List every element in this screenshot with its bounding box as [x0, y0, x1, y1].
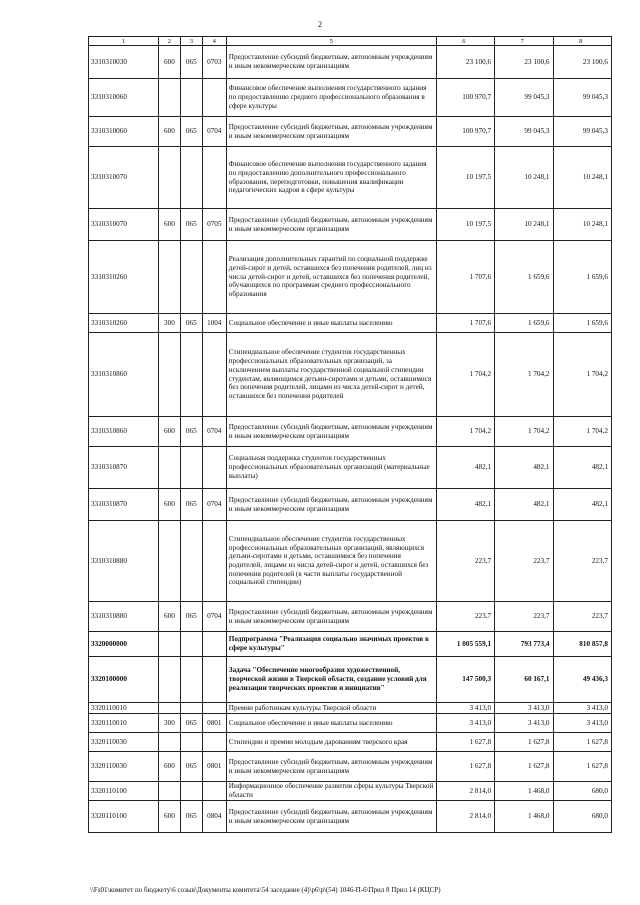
table-row — [89, 703, 612, 714]
cell-col3: 065 — [180, 417, 202, 447]
cell-name: Стипендии и премии молодым дарованиям тверского края — [226, 733, 436, 752]
cell-value-8: 10 248,1 — [553, 209, 612, 241]
cell-col4: 0801 — [202, 752, 226, 782]
table-row — [89, 489, 612, 521]
table-row — [89, 314, 612, 333]
cell-col4: 0705 — [202, 209, 226, 241]
cell-col4 — [202, 733, 226, 752]
cell-name: Предоставление субсидий бюджетным, автономным учреждениям и иным некоммерческим организациям — [226, 417, 436, 447]
cell-code: 3310310260 — [89, 241, 159, 314]
table-row — [89, 46, 612, 79]
cell-value-7: 3 413,0 — [495, 714, 553, 733]
cell-value-6: 10 197,5 — [436, 209, 494, 241]
cell-value-8: 3 413,0 — [553, 703, 612, 714]
cell-value-7: 60 167,1 — [495, 657, 553, 703]
cell-value-7: 482,1 — [495, 489, 553, 521]
column-header: 2 — [158, 37, 180, 46]
cell-col2 — [158, 632, 180, 657]
cell-col2: 300 — [158, 314, 180, 333]
cell-value-7: 223,7 — [495, 602, 553, 632]
cell-col3: 065 — [180, 714, 202, 733]
cell-code: 3320110010 — [89, 703, 159, 714]
cell-code: 3320110100 — [89, 782, 159, 801]
cell-value-8: 10 248,1 — [553, 147, 612, 209]
cell-value-7: 99 045,3 — [495, 79, 553, 117]
cell-value-7: 99 045,3 — [495, 117, 553, 147]
cell-name: Предоставление субсидий бюджетным, автономным учреждениям и иным некоммерческим организациям — [226, 801, 436, 833]
table-row — [89, 657, 612, 703]
cell-value-8: 1 627,8 — [553, 752, 612, 782]
header-row — [89, 37, 612, 46]
cell-value-6: 100 970,7 — [436, 117, 494, 147]
cell-value-8: 223,7 — [553, 521, 612, 602]
table-row — [89, 117, 612, 147]
cell-col2 — [158, 657, 180, 703]
table-row — [89, 209, 612, 241]
cell-value-7: 23 100,6 — [495, 46, 553, 79]
cell-col2: 300 — [158, 714, 180, 733]
cell-code: 3310310860 — [89, 417, 159, 447]
cell-col2: 600 — [158, 46, 180, 79]
cell-col3 — [180, 333, 202, 417]
cell-value-6: 223,7 — [436, 602, 494, 632]
cell-value-8: 223,7 — [553, 602, 612, 632]
cell-value-7: 482,1 — [495, 447, 553, 489]
cell-name: Премии работникам культуры Тверской области — [226, 703, 436, 714]
cell-col3 — [180, 782, 202, 801]
cell-value-7: 1 704,2 — [495, 417, 553, 447]
cell-col2 — [158, 521, 180, 602]
cell-value-7: 1 659,6 — [495, 241, 553, 314]
cell-col3 — [180, 521, 202, 602]
cell-col3 — [180, 657, 202, 703]
cell-col2 — [158, 782, 180, 801]
cell-col4 — [202, 782, 226, 801]
cell-value-8: 1 704,2 — [553, 417, 612, 447]
cell-value-7: 223,7 — [495, 521, 553, 602]
cell-value-7: 1 468,0 — [495, 782, 553, 801]
cell-name: Социальное обеспечение и иные выплаты населению — [226, 714, 436, 733]
file-path-footer: \\Fs01\комитет по бюджету\6 созыв\Документы комитета\54 заседание (4)\р6\р\(54) 1046-П-6\Прил 8 Прил 14 (КЦСР) — [90, 886, 441, 894]
cell-value-8: 99 045,3 — [553, 117, 612, 147]
cell-value-6: 100 970,7 — [436, 79, 494, 117]
cell-value-7: 1 627,8 — [495, 733, 553, 752]
cell-col4 — [202, 147, 226, 209]
cell-value-8: 680,0 — [553, 801, 612, 833]
cell-name: Информационное обеспечение развития сферы культуры Тверской области — [226, 782, 436, 801]
column-header: 7 — [495, 37, 553, 46]
column-header: 4 — [202, 37, 226, 46]
cell-name: Стипендиальное обеспечение студентов государственных профессиональных образовательных организаций, являющихся детьми-сиротами и детьми, оставшимися без попечения родителей, лицами из числа детей-сирот и детей, оставшихся без попечения родителей (в части выплаты государственной социальной стипендии) — [226, 521, 436, 602]
cell-col3: 065 — [180, 209, 202, 241]
cell-col2: 600 — [158, 801, 180, 833]
cell-value-6: 147 500,3 — [436, 657, 494, 703]
table-row — [89, 241, 612, 314]
cell-code: 3320100000 — [89, 657, 159, 703]
cell-col3: 065 — [180, 801, 202, 833]
cell-col2: 600 — [158, 489, 180, 521]
table-row — [89, 333, 612, 417]
cell-name: Предоставление субсидий бюджетным, автономным учреждениям и иным некоммерческим организациям — [226, 602, 436, 632]
cell-code: 3320110030 — [89, 752, 159, 782]
cell-value-6: 23 100,6 — [436, 46, 494, 79]
cell-value-6: 1 704,2 — [436, 333, 494, 417]
cell-value-6: 482,1 — [436, 489, 494, 521]
cell-col3 — [180, 632, 202, 657]
cell-col4 — [202, 79, 226, 117]
cell-code: 3310310060 — [89, 117, 159, 147]
cell-value-8: 23 100,6 — [553, 46, 612, 79]
cell-name: Социальное обеспечение и иные выплаты населению — [226, 314, 436, 333]
page-number: 2 — [318, 20, 322, 29]
cell-name: Социальная поддержка студентов государственных профессиональных образовательных организаций (материальные выплаты) — [226, 447, 436, 489]
cell-code: 3320110010 — [89, 714, 159, 733]
cell-code: 3310310870 — [89, 447, 159, 489]
cell-code: 3320110030 — [89, 733, 159, 752]
cell-name: Предоставление субсидий бюджетным, автономным учреждениям и иным некоммерческим организациям — [226, 117, 436, 147]
cell-name: Предоставление субсидий бюджетным, автономным учреждениям и иным некоммерческим организациям — [226, 752, 436, 782]
cell-col4: 0704 — [202, 117, 226, 147]
cell-value-6: 3 413,0 — [436, 703, 494, 714]
cell-value-8: 1 659,6 — [553, 314, 612, 333]
column-header: 5 — [226, 37, 436, 46]
cell-code: 3310310070 — [89, 147, 159, 209]
cell-name: Предоставление субсидий бюджетным, автономным учреждениям и иным некоммерческим организациям — [226, 209, 436, 241]
cell-col3 — [180, 447, 202, 489]
cell-col3 — [180, 147, 202, 209]
table-row — [89, 782, 612, 801]
column-header: 1 — [89, 37, 159, 46]
cell-value-8: 482,1 — [553, 489, 612, 521]
table-row — [89, 714, 612, 733]
cell-col2 — [158, 447, 180, 489]
cell-name: Реализация дополнительных гарантий по социальной поддержке детей-сирот и детей, оставшихся без попечения родителей, лиц из числа детей-сирот и детей, оставшихся без попечения родителей, обучающихся по программам среднего профессионального образования — [226, 241, 436, 314]
cell-value-8: 49 436,3 — [553, 657, 612, 703]
cell-col3 — [180, 241, 202, 314]
cell-name: Предоставление субсидий бюджетным, автономным учреждениям и иным некоммерческим организациям — [226, 46, 436, 79]
cell-col3 — [180, 703, 202, 714]
column-header: 8 — [553, 37, 612, 46]
column-header: 6 — [436, 37, 494, 46]
cell-value-7: 10 248,1 — [495, 209, 553, 241]
cell-value-8: 1 627,8 — [553, 733, 612, 752]
cell-col4 — [202, 333, 226, 417]
cell-value-8: 482,1 — [553, 447, 612, 489]
cell-value-8: 99 045,3 — [553, 79, 612, 117]
cell-code: 3310310880 — [89, 602, 159, 632]
cell-value-6: 3 413,0 — [436, 714, 494, 733]
cell-value-6: 1 707,6 — [436, 314, 494, 333]
cell-col4 — [202, 657, 226, 703]
cell-value-6: 1 005 559,1 — [436, 632, 494, 657]
cell-code: 3310310030 — [89, 46, 159, 79]
cell-col4: 0801 — [202, 714, 226, 733]
cell-code: 3310310070 — [89, 209, 159, 241]
table-row — [89, 147, 612, 209]
cell-value-8: 1 704,2 — [553, 333, 612, 417]
cell-col3: 065 — [180, 314, 202, 333]
cell-col4: 0804 — [202, 801, 226, 833]
cell-col4 — [202, 241, 226, 314]
cell-value-6: 1 627,8 — [436, 752, 494, 782]
table-row — [89, 417, 612, 447]
cell-value-8: 680,0 — [553, 782, 612, 801]
cell-col3: 065 — [180, 46, 202, 79]
cell-col4: 0704 — [202, 489, 226, 521]
cell-value-7: 1 468,0 — [495, 801, 553, 833]
table-row — [89, 752, 612, 782]
cell-name: Подпрограмма "Реализация социально значимых проектов в сфере культуры" — [226, 632, 436, 657]
cell-value-7: 1 659,6 — [495, 314, 553, 333]
cell-code: 3310310880 — [89, 521, 159, 602]
cell-col2 — [158, 733, 180, 752]
table-row — [89, 801, 612, 833]
table-row — [89, 632, 612, 657]
cell-value-6: 2 814,0 — [436, 801, 494, 833]
cell-col2: 600 — [158, 417, 180, 447]
cell-value-6: 1 627,8 — [436, 733, 494, 752]
cell-col4 — [202, 632, 226, 657]
cell-col2 — [158, 703, 180, 714]
cell-value-7: 1 704,2 — [495, 333, 553, 417]
cell-value-8: 810 857,8 — [553, 632, 612, 657]
cell-value-6: 1 704,2 — [436, 417, 494, 447]
cell-name: Задача "Обеспечение многообразия художественной, творческой жизни в Тверской области, создание условий для реализации творческих проектов и инициатив" — [226, 657, 436, 703]
cell-code: 3310310860 — [89, 333, 159, 417]
cell-col2 — [158, 79, 180, 117]
cell-col2 — [158, 241, 180, 314]
cell-col4 — [202, 447, 226, 489]
cell-col2: 600 — [158, 752, 180, 782]
cell-col4: 1004 — [202, 314, 226, 333]
cell-name: Финансовое обеспечение выполнения государственного задания по предоставлению дополнительного профессионального образования, переподготовки, повышения квалификации педагогических кадров в сфере культуры — [226, 147, 436, 209]
cell-col2 — [158, 333, 180, 417]
cell-value-8: 3 413,0 — [553, 714, 612, 733]
cell-value-6: 1 707,6 — [436, 241, 494, 314]
table-row — [89, 602, 612, 632]
budget-table — [88, 36, 612, 833]
cell-value-7: 10 248,1 — [495, 147, 553, 209]
column-header: 3 — [180, 37, 202, 46]
cell-value-7: 3 413,0 — [495, 703, 553, 714]
cell-value-6: 223,7 — [436, 521, 494, 602]
cell-col4: 0704 — [202, 602, 226, 632]
cell-name: Предоставление субсидий бюджетным, автономным учреждениям и иным некоммерческим организациям — [226, 489, 436, 521]
cell-col3: 065 — [180, 117, 202, 147]
cell-col2: 600 — [158, 117, 180, 147]
cell-value-8: 1 659,6 — [553, 241, 612, 314]
table-row — [89, 521, 612, 602]
cell-code: 3310310870 — [89, 489, 159, 521]
cell-name: Стипендиальное обеспечение студентов государственных профессиональных образовательных организаций, за исключением выплаты государственной социальной стипендии студентам, являющимся детьми-сиротами и детьми, оставшимися без попечения родителей, лицами из числа детей-сирот и детей, оставшихся без попечения родителей — [226, 333, 436, 417]
cell-value-6: 482,1 — [436, 447, 494, 489]
cell-col2: 600 — [158, 209, 180, 241]
table-row — [89, 733, 612, 752]
cell-code: 3310310260 — [89, 314, 159, 333]
cell-value-6: 10 197,5 — [436, 147, 494, 209]
cell-col3: 065 — [180, 489, 202, 521]
cell-code: 3320110100 — [89, 801, 159, 833]
table-row — [89, 447, 612, 489]
cell-col2 — [158, 147, 180, 209]
cell-col4 — [202, 521, 226, 602]
cell-col4: 0703 — [202, 46, 226, 79]
cell-col3: 065 — [180, 602, 202, 632]
cell-col4 — [202, 703, 226, 714]
cell-col2: 600 — [158, 602, 180, 632]
cell-value-7: 793 773,4 — [495, 632, 553, 657]
cell-col3: 065 — [180, 752, 202, 782]
cell-col4: 0704 — [202, 417, 226, 447]
cell-code: 3320000000 — [89, 632, 159, 657]
cell-name: Финансовое обеспечение выполнения государственного задания по предоставлению среднего профессионального образования в сфере культуры — [226, 79, 436, 117]
cell-col3 — [180, 79, 202, 117]
cell-col3 — [180, 733, 202, 752]
table-row — [89, 79, 612, 117]
cell-code: 3310310060 — [89, 79, 159, 117]
cell-value-6: 2 814,0 — [436, 782, 494, 801]
cell-value-7: 1 627,8 — [495, 752, 553, 782]
